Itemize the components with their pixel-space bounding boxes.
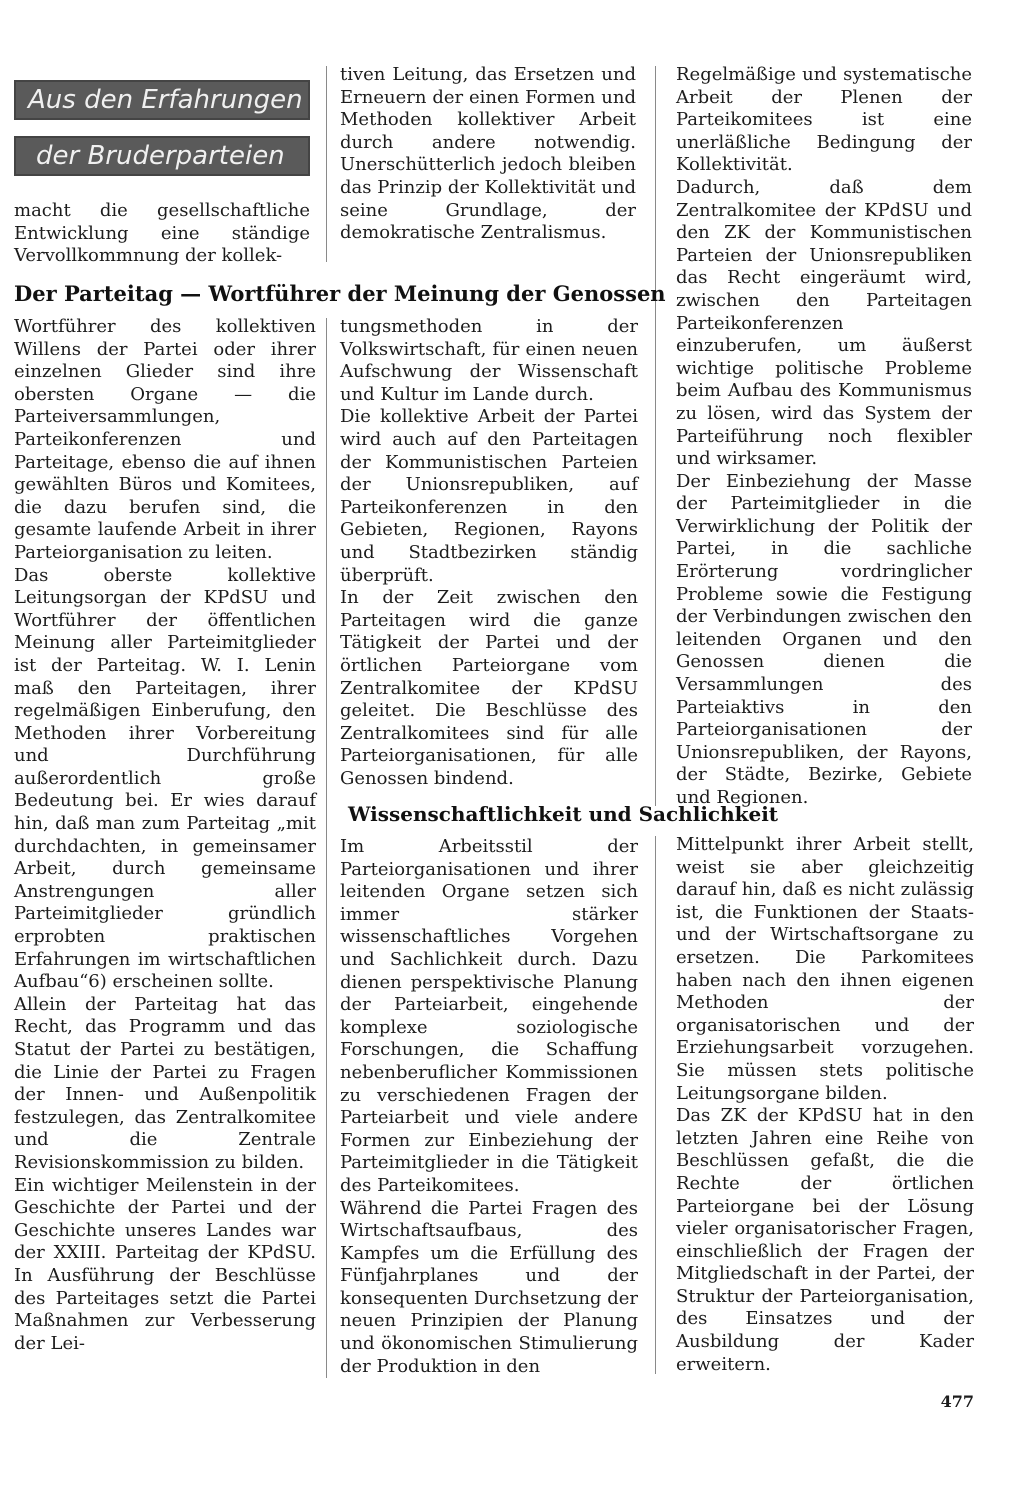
paragraph: Der Einbeziehung der Masse der Parteimitglieder in die Verwirklichung der Politik der Partei, in die sachliche Erörterung vordringlicher Probleme sowie die Festigung der Verbindungen zwischen den leitenden Organen und den Genossen dienen die Versammlungen des Parteiaktivs in den Parteiorganisationen der Unionsrepubliken, der Rayons, der Städte, Bezirke, Gebiete und Regionen. (676, 470, 972, 808)
bottom-column-2 (340, 836, 638, 1378)
bottom-column-3 (676, 834, 974, 1376)
paragraph: Allein der Parteitag hat das Recht, das Programm und das Statut der Partei zu bestätigen, die Linie der Partei zu Fragen der Innen- und Außenpolitik festzulegen, das Zentralkomitee und die Zentrale Revisionskommission zu bilden. (14, 993, 316, 1173)
paragraph: macht die gesellschaftliche Entwicklung eine ständige Vervollkommnung der kollek- (14, 200, 310, 267)
banner-text-2: der Bruderparteien (36, 141, 285, 171)
section-banner-line1 (14, 80, 310, 120)
section-heading: Wissenschaftlichkeit und Sachlichkeit (348, 802, 779, 826)
section-heading: Der Parteitag — Wortführer der Meinung der Genossen (14, 281, 666, 306)
paragraph: In der Zeit zwischen den Parteitagen wird die ganze Tätigkeit der Partei und der örtlichen Parteiorgane vom Zentralkomitee der KPdSU geleitet. Die Beschlüsse des Zentralkomitees sind für alle Parteiorganisationen, für alle Genossen bindend. (340, 587, 638, 789)
top-column-3 (676, 64, 972, 810)
paragraph: Wortführer des kollektiven Willens der Partei oder ihrer einzelnen Glieder sind ihre obersten Organe — die Parteiversammlungen, Parteikonferenzen und Parteitage, ebenso die auf ihnen gewählten Büros und Komitees, die dazu berufen sind, die gesamte laufende Arbeit in ihrer Parteiorganisation zu leiten. (14, 316, 316, 563)
paragraph: Im Arbeitsstil der Parteiorganisationen und ihrer leitenden Organe setzen sich immer stärker wissenschaftliches Vorgehen und Sachlichkeit durch. Dazu dienen perspektivische Planung der Parteiarbeit, eingehende komplexe soziologische Forschungen, die Schaffung nebenberuflicher Kommissionen zu verschiedenen Fragen der Parteiarbeit und viele andere Formen zur Einbeziehung der Parteimitglieder in die Tätigkeit des Parteikomitees. (340, 836, 638, 1196)
paragraph: Das oberste kollektive Leitungsorgan der KPdSU und Wortführer der öffentlichen Meinung aller Parteimitglieder ist der Parteitag. W. I. Lenin maß den Parteitagen, ihrer regelmäßigen Einberufung, den Methoden ihrer Vorbereitung und Durchführung außerordentlich große Bedeutung bei. Er wies darauf hin, daß man zum Parteitag „mit durchdachten, in gemeinsamer Arbeit, durch gemeinsame Anstrengungen aller Parteimitglieder gründlich erprobten praktischen Erfahrungen im wirtschaftlichen Aufbau“6) erscheinen sollte. (14, 564, 316, 993)
page-number: 477 (940, 1392, 974, 1411)
column-divider (655, 66, 656, 806)
column-divider (655, 836, 656, 1374)
paragraph: Mittelpunkt ihrer Arbeit stellt, weist sie aber gleichzeitig darauf hin, daß es nicht zulässig ist, die Funktionen der Staats- und der Wirtschaftsorgane zu ersetzen. Die Parkomitees haben nach den ihnen eigenen Methoden der organisatorischen und der Erziehungsarbeit vorzugehen. Sie müssen stets politische Leitungsorgane bilden. (676, 834, 974, 1104)
section-banner-line2 (14, 136, 310, 176)
paragraph: Das ZK der KPdSU hat in den letzten Jahren eine Reihe von Beschlüssen gefaßt, die die Rechte der örtlichen Parteiorgane bei der Lösung vieler organisatorischer Fragen, einschließlich der Fragen der Mitgliedschaft in der Partei, der Struktur der Parteiorganisation, des Einsatzes und der Ausbildung der Kader erweitern. (676, 1105, 974, 1375)
paragraph: Dadurch, daß dem Zentralkomitee der KPdSU und den ZK der Kommunistischen Parteien der Unionsrepubliken das Recht eingeräumt wird, zwischen den Parteitagen Parteikonferenzen einzuberufen, um äußerst wichtige politische Probleme beim Aufbau des Kommunismus zu lösen, wird das System der Parteiführung noch flexibler und wirksamer. (676, 176, 972, 470)
column-divider (326, 318, 327, 1378)
top-column-1 (14, 200, 310, 268)
mid-column-2 (340, 316, 638, 790)
paragraph: Während die Partei Fragen des Wirtschaftsaufbaus, des Kampfes um die Erfüllung des Fünfjahrplanes und der konsequenten Durchsetzung der neuen Prinzipien der Planung und ökonomischen Stimulierung der Produktion in den (340, 1197, 638, 1377)
mid-column-1 (14, 316, 316, 1355)
paragraph: Ein wichtiger Meilenstein in der Geschichte der Partei und der Geschichte unseres Landes war der XXIII. Parteitag der KPdSU. In Ausführung der Beschlüsse des Parteitages setzt die Partei Maßnahmen zur Verbesserung der Lei- (14, 1174, 316, 1354)
banner-text-1: Aus den Erfahrungen (28, 85, 303, 115)
top-column-2 (340, 64, 636, 245)
paragraph: Regelmäßige und systematische Arbeit der Plenen der Parteikomitees ist eine unerläßliche Bedingung der Kollektivität. (676, 64, 972, 176)
paragraph: tiven Leitung, das Ersetzen und Erneuern der einen Formen und Methoden kollektiver Arbeit durch andere notwendig. Unerschütterlich jedoch bleiben das Prinzip der Kollektivität und seine Grundlage, der demokratische Zentralismus. (340, 64, 636, 244)
paragraph: Die kollektive Arbeit der Partei wird auch auf den Parteitagen der Kommunistischen Parteien der Unionsrepubliken, auf Parteikonferenzen in den Gebieten, Regionen, Rayons und Stadtbezirken ständig überprüft. (340, 406, 638, 586)
column-divider (326, 66, 327, 262)
paragraph: tungsmethoden in der Volkswirtschaft, für einen neuen Aufschwung der Wissenschaft und Kultur im Lande durch. (340, 316, 638, 405)
